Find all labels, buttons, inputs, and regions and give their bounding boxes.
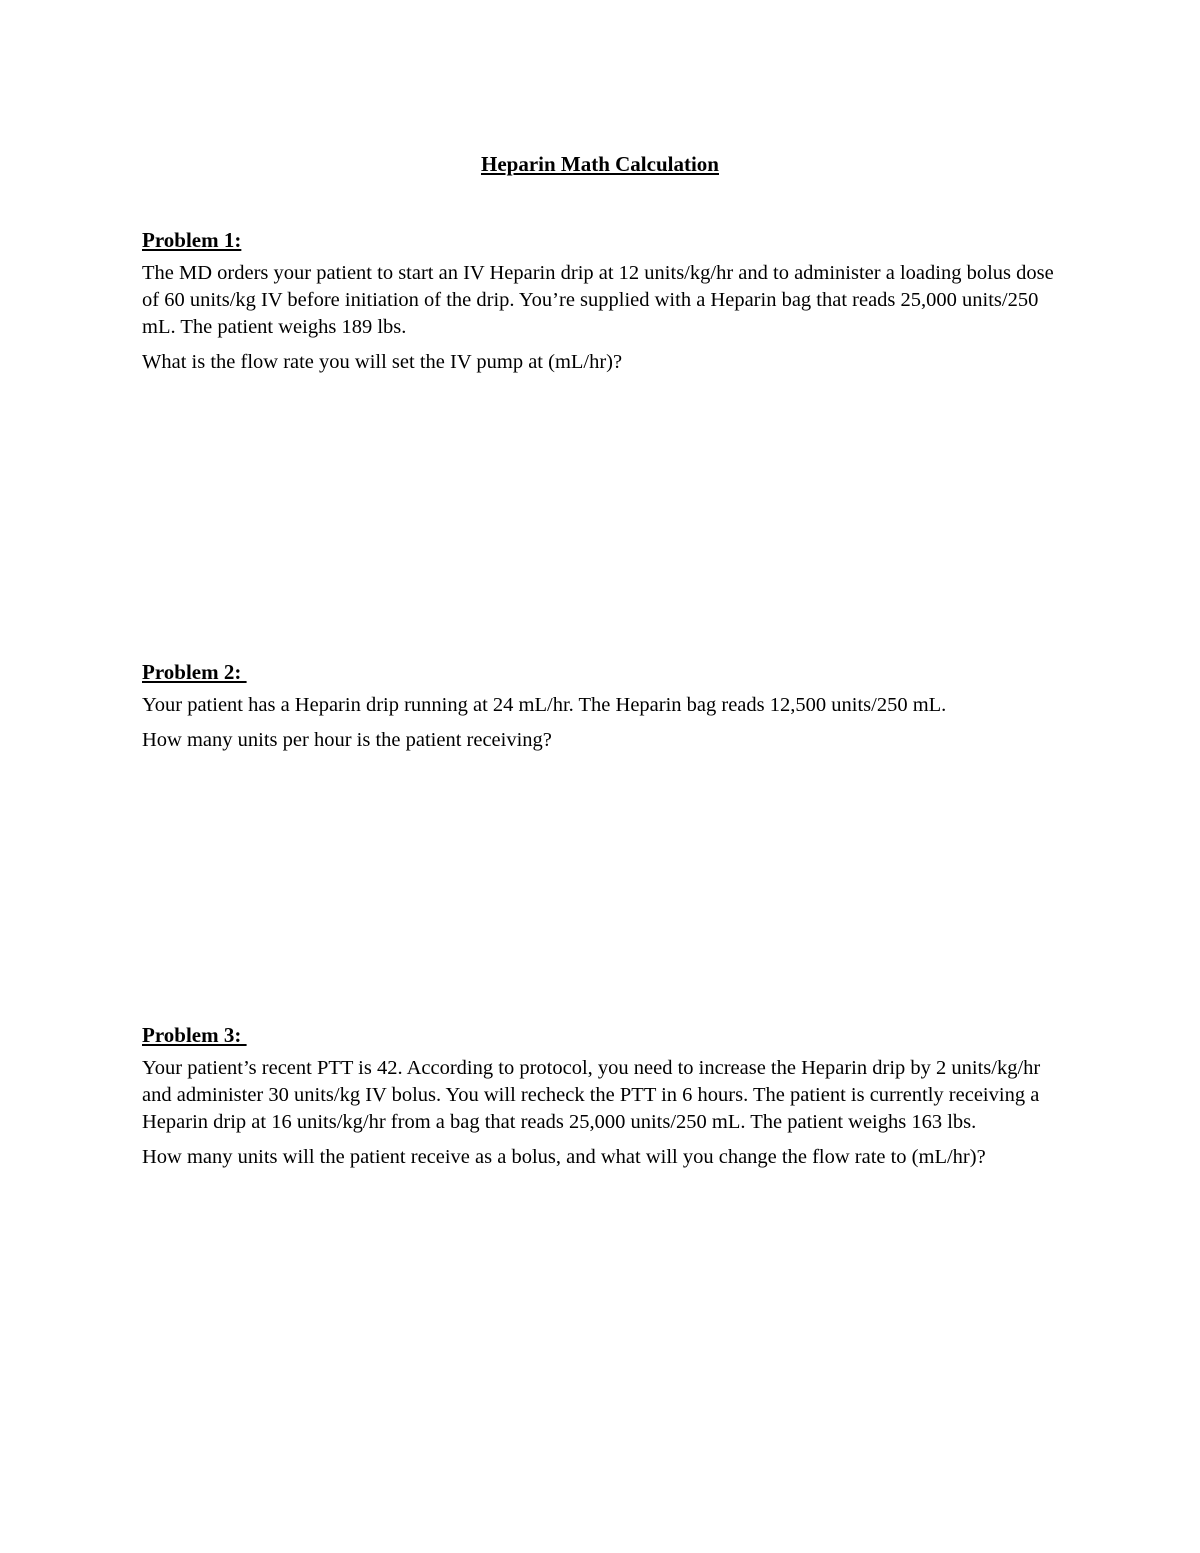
problem-3-question: How many units will the patient receive as a bolus, and what will you change the flow rate to (mL/hr)? [142,1146,986,1168]
problem-3-section [142,1021,1062,1179]
problem-3-statement: Your patient’s recent PTT is 42. According to protocol, you need to increase the Heparin drip by 2 units/kg/hr and administer 30 units/kg IV bolus. You will recheck the PTT in 6 hours. The patient is currently receiving a Heparin drip at 16 units/kg/hr from a bag that reads 25,000 units/250 mL. The patient weighs 163 lbs. [142,1057,1041,1133]
problem-2-question: How many units per hour is the patient receiving? [142,729,552,751]
problem-3-heading: Problem 3: [142,1023,247,1047]
problem-2-statement: Your patient has a Heparin drip running at 24 mL/hr. The Heparin bag reads 12,500 units/250 mL. [142,694,947,716]
problem-1-heading: Problem 1: [142,228,242,252]
problem-1-statement: The MD orders your patient to start an IV Heparin drip at 12 units/kg/hr and to administer a loading bolus dose of 60 units/kg IV before initiation of the drip. You’re supplied with a Heparin bag that reads 25,000 units/250 mL. The patient weighs 189 lbs. [142,262,1054,338]
problem-2-section [142,658,1062,762]
problem-1-section [142,226,1062,384]
problem-2-heading: Problem 2: [142,660,247,684]
problem-1-question: What is the flow rate you will set the IV pump at (mL/hr)? [142,351,623,373]
document-title: Heparin Math Calculation [480,152,719,176]
